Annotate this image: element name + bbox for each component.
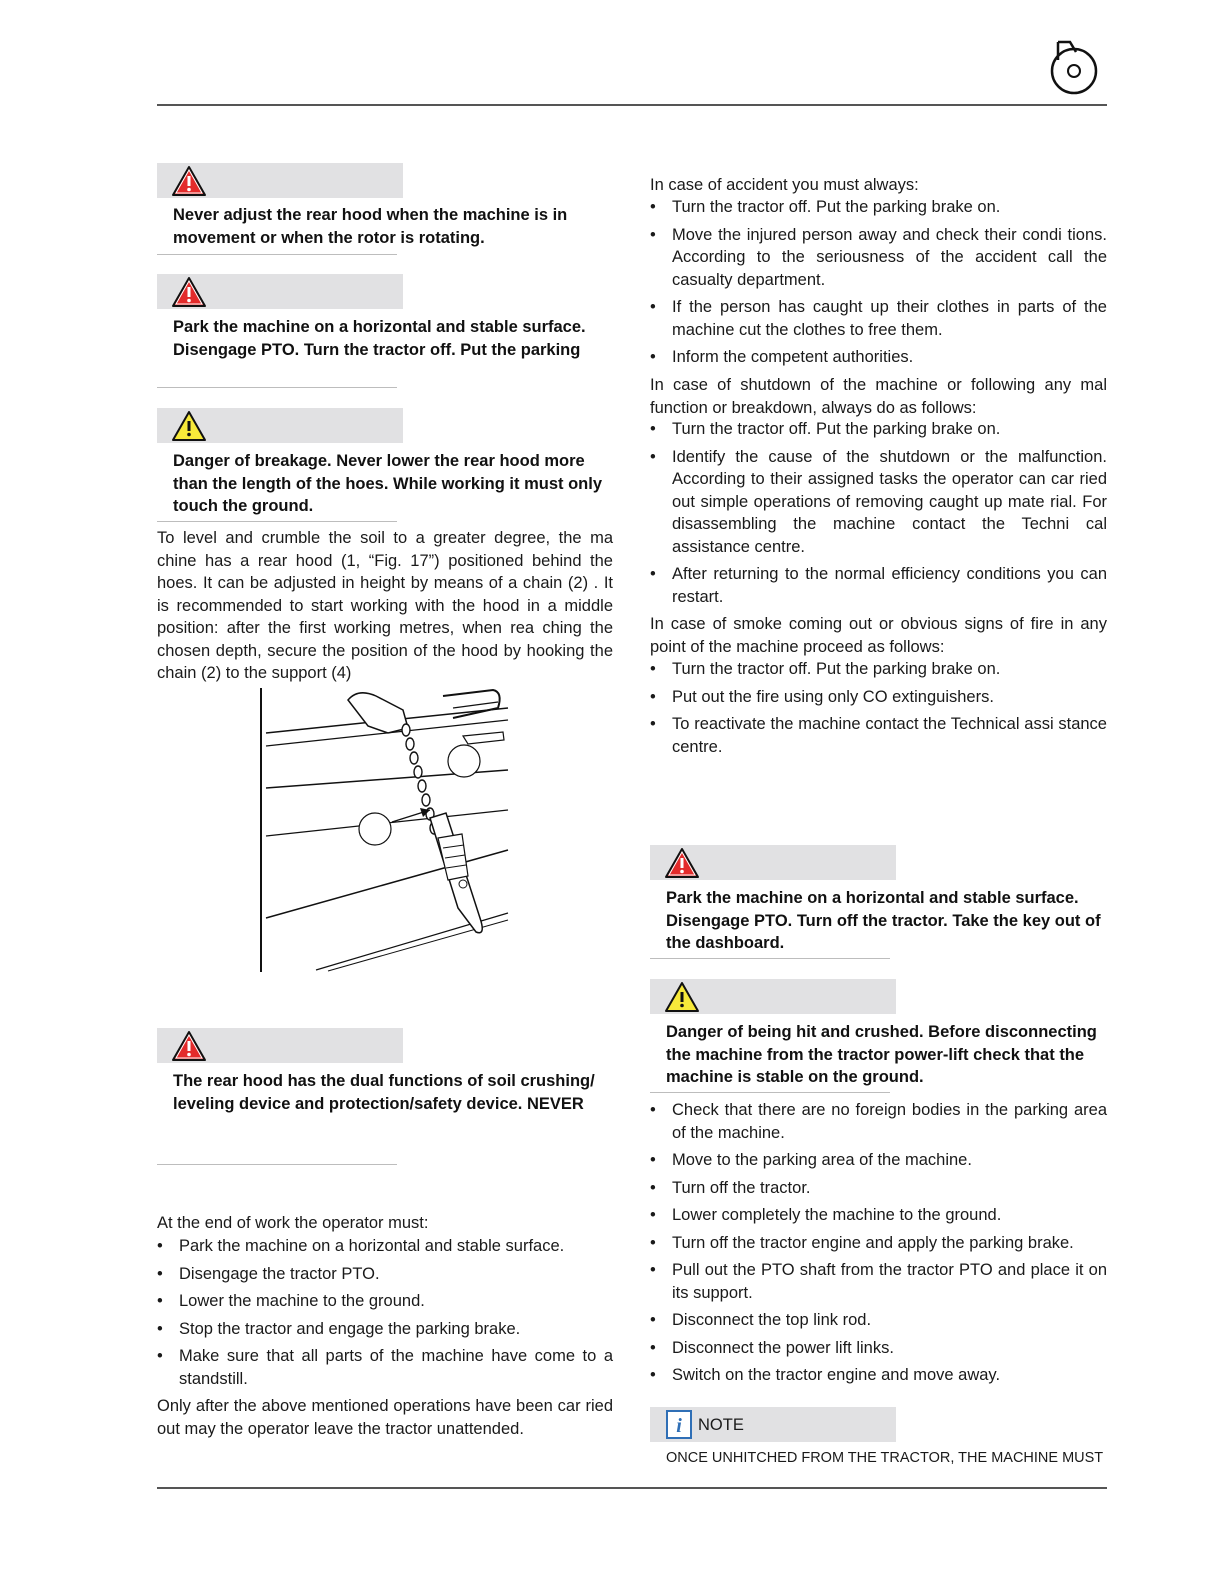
- caution-divider: [157, 521, 397, 522]
- end-of-work-closing: Only after the above mentioned operations have been car ried out may the operator leave the tractor unattended.: [157, 1397, 613, 1438]
- warning-text: Never adjust the rear hood when the machine is in movement or when the rotor is rotating.: [173, 206, 568, 247]
- fire-lead: In case of smoke coming out or obvious signs of fire in any point of the machine proceed as follows:: [650, 615, 1107, 656]
- rear-hood-paragraph: To level and crumble the soil to a greater degree, the ma chine has a rear hood (1, “Fig. 17”) positioned behind the hoes. It can be adjusted in height by means of a chain (2) . It is recommended to start working with the hood in a middle position: after the first working metres, when rea ching the chosen depth, secure the position of the hood by hooking the chain (2) to the support (4): [157, 529, 613, 682]
- list-item: • Identify the cause of the shutdown or the malfunction. According to their assigned tasks the operator can car ried out simple operations of removing caught up mate rial. For disassembling the machine contact the Techni cal assistance centre.: [650, 446, 1107, 559]
- warning-text: Park the machine on a horizontal and stable surface. Disengage PTO. Turn off the tractor. Take the key out of the dashboard.: [666, 889, 1101, 952]
- warning-banner: [157, 1028, 403, 1063]
- accident-list: [650, 196, 1107, 374]
- info-icon: [666, 1410, 692, 1439]
- caution-yellow-triangle-icon: [171, 410, 207, 442]
- list-item: • Switch on the tractor engine and move away.: [650, 1364, 1107, 1387]
- header-rule: [157, 104, 1107, 106]
- list-item: • Turn off the tractor engine and apply the parking brake.: [650, 1232, 1107, 1255]
- caution-yellow-triangle-icon: [664, 981, 700, 1013]
- note-banner: [650, 1407, 896, 1442]
- danger-red-triangle-icon: [171, 165, 207, 197]
- danger-red-triangle-icon: [171, 1030, 207, 1062]
- list-item: • Move to the parking area of the machine.: [650, 1149, 1107, 1172]
- warning-text: The rear hood has the dual functions of soil crushing/ leveling device and protection/safety device. NEVER: [173, 1072, 595, 1113]
- warning-text: Park the machine on a horizontal and stable surface. Disengage PTO. Turn the tractor off. Put the parking: [173, 318, 586, 359]
- end-of-work-list: [157, 1235, 613, 1395]
- list-item: • Lower the machine to the ground.: [157, 1290, 613, 1313]
- tractor-wheel-logo-icon: [1050, 40, 1100, 98]
- caution-text: Danger of being hit and crushed. Before disconnecting the machine from the tractor power-lift check that the machine is stable on the ground.: [666, 1023, 1097, 1086]
- parking-list: [650, 1099, 1107, 1392]
- note-label: NOTE: [698, 1416, 744, 1434]
- danger-red-triangle-icon: [171, 276, 207, 308]
- list-item: • Make sure that all parts of the machine have come to a standstill.: [157, 1345, 613, 1390]
- shutdown-lead: In case of shutdown of the machine or following any mal function or breakdown, always do as follows:: [650, 376, 1107, 417]
- list-item: • After returning to the normal efficiency conditions you can restart.: [650, 563, 1107, 608]
- svg-text:i: i: [676, 1415, 682, 1437]
- warning-divider: [157, 1164, 397, 1165]
- warning-divider: [157, 387, 397, 388]
- list-item: • Check that there are no foreign bodies in the parking area of the machine.: [650, 1099, 1107, 1144]
- list-item: • Turn the tractor off. Put the parking brake on.: [650, 196, 1107, 219]
- warning-divider: [157, 254, 397, 255]
- list-item: • To reactivate the machine contact the Technical assi stance centre.: [650, 713, 1107, 758]
- caution-divider: [650, 1092, 890, 1093]
- list-item: • Stop the tractor and engage the parking brake.: [157, 1318, 613, 1341]
- caution-banner: [157, 408, 403, 443]
- caution-text: Danger of breakage. Never lower the rear hood more than the length of the hoes. While working it must only touch the ground.: [173, 452, 602, 515]
- list-item: • Turn the tractor off. Put the parking brake on.: [650, 418, 1107, 441]
- list-item: • Move the injured person away and check their condi tions. According to the seriousness of the accident call the casualty department.: [650, 224, 1107, 292]
- list-item: • Inform the competent authorities.: [650, 346, 1107, 369]
- danger-red-triangle-icon: [664, 847, 700, 879]
- warning-banner: [650, 845, 896, 880]
- list-item: • Put out the fire using only CO extinguishers.: [650, 686, 1107, 709]
- list-item: • Pull out the PTO shaft from the tractor PTO and place it on its support.: [650, 1259, 1107, 1304]
- fire-list: [650, 658, 1107, 763]
- warning-divider: [650, 958, 890, 959]
- list-item: • Disconnect the power lift links.: [650, 1337, 1107, 1360]
- list-item: • Park the machine on a horizontal and stable surface.: [157, 1235, 613, 1258]
- note-text: ONCE UNHITCHED FROM THE TRACTOR, THE MACHINE MUST: [666, 1450, 1104, 1466]
- shutdown-list: [650, 418, 1107, 613]
- list-item: • Turn the tractor off. Put the parking brake on.: [650, 658, 1107, 681]
- list-item: • Lower completely the machine to the ground.: [650, 1204, 1107, 1227]
- warning-banner: [157, 163, 403, 198]
- list-item: • Disengage the tractor PTO.: [157, 1263, 613, 1286]
- list-item: • Turn off the tractor.: [650, 1177, 1107, 1200]
- warning-banner: [157, 274, 403, 309]
- accident-lead: In case of accident you must always:: [650, 176, 919, 194]
- list-item: • If the person has caught up their clothes in parts of the machine cut the clothes to free them.: [650, 296, 1107, 341]
- list-item: • Disconnect the top link rod.: [650, 1309, 1107, 1332]
- end-of-work-lead: At the end of work the operator must:: [157, 1214, 429, 1232]
- rear-hood-chain-illustration: [258, 688, 513, 974]
- caution-banner: [650, 979, 896, 1014]
- footer-rule: [157, 1487, 1107, 1489]
